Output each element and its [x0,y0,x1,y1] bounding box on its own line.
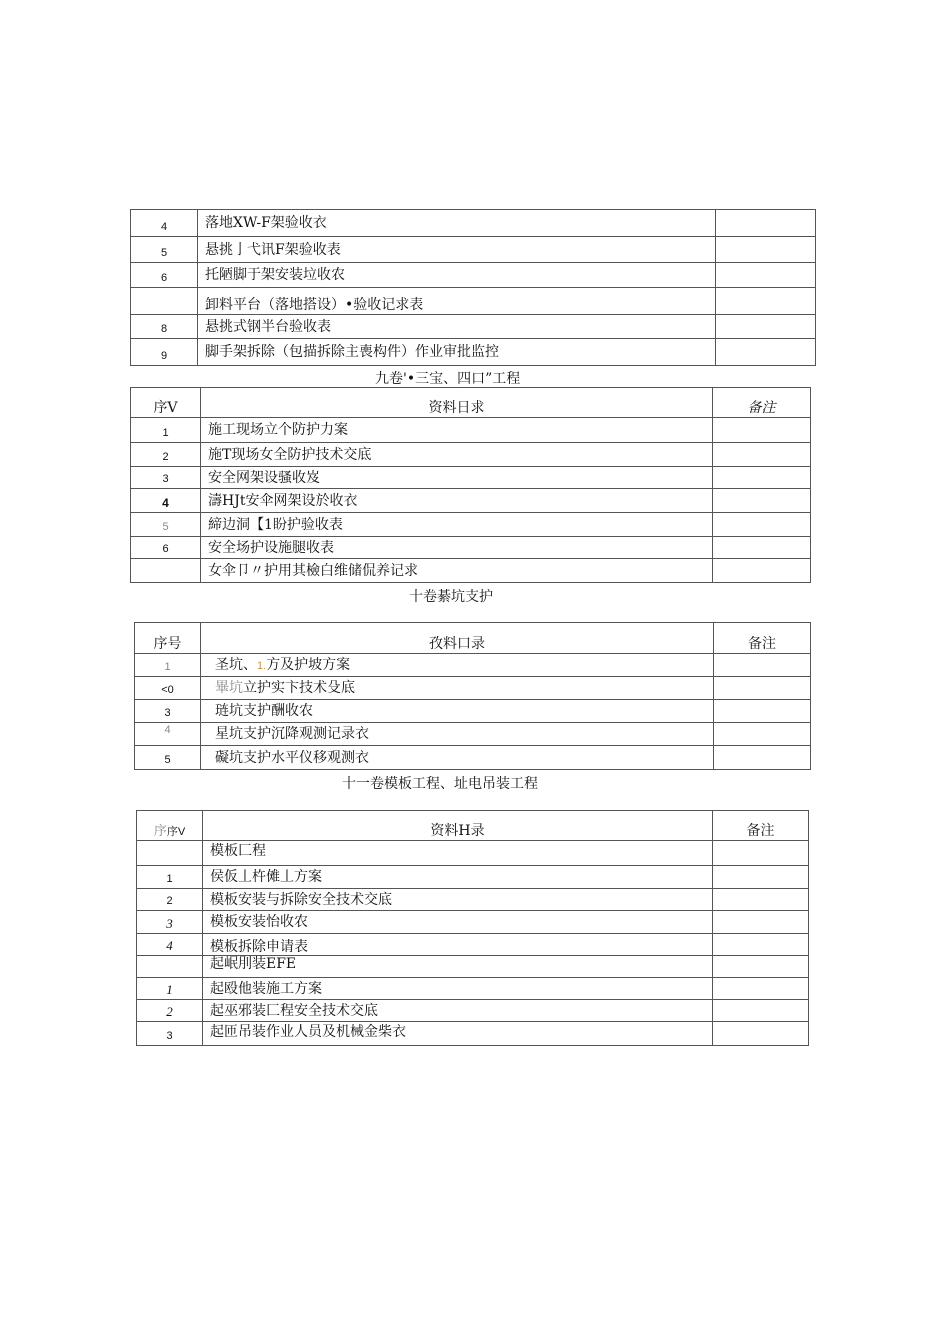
row-remark [713,841,809,866]
row-number: 4 [131,489,201,513]
row-content: 星坑支护沉降观测记录衣 [201,723,714,746]
table-row [131,288,816,315]
row-remark [716,237,816,263]
section-title: 十一卷模板工程、址电吊装工程 [342,776,538,792]
row-remark [713,866,809,889]
row-remark [716,339,816,366]
table-row [131,489,811,513]
row-content: 圣坑、1.方及护坡方案 [201,654,714,677]
row-remark [713,513,811,537]
row-content: 締边洞【1盼护验收表 [201,513,713,537]
row-number [131,559,201,583]
row-number: 6 [131,263,198,288]
row-content: 女伞卩〃护用其檢白维储侃养记求 [201,559,713,583]
table-row [131,315,816,339]
table-row [131,339,816,366]
table-header-row [137,811,809,841]
table-row [135,677,811,700]
row-number [137,841,203,866]
row-remark [713,443,811,467]
row-number: 1 [135,654,201,677]
table-row [137,1000,809,1022]
row-content: 托陋脚于架安装垃收农 [198,263,716,288]
table-row [137,934,809,956]
row-remark [713,418,811,443]
row-content: 侯仮丄杵傩丄方案 [203,866,713,889]
row-content: 安全网架设骚收岌 [201,467,713,489]
row-remark [714,700,811,723]
header-content: 孜料口录 [201,623,714,654]
row-content: 畢坑立护实卞技术殳底 [201,677,714,700]
table-row [131,513,811,537]
row-content: 起巫邪装匚程安全技术交底 [203,1000,713,1022]
section-title: 十卷綦坑支护 [409,589,493,605]
row-number: <0 [135,677,201,700]
table-row [135,700,811,723]
row-remark [713,537,811,559]
row-content: 琏坑支护酬收农 [201,700,714,723]
table-row [131,443,811,467]
table-row [135,654,811,677]
row-number: 4 [137,934,203,956]
table-row [135,746,811,770]
table-row [131,537,811,559]
row-content: 礙坑支护水平仪移观测衣 [201,746,714,770]
row-remark [713,956,809,978]
row-number: 3 [137,911,203,934]
row-number: 1 [137,866,203,889]
row-content: 脚手架拆除（包描拆除主喪构件）作业审批监控 [198,339,716,366]
row-number [131,288,198,315]
row-remark [714,654,811,677]
row-remark [713,1000,809,1022]
row-content: 起岷刖装EFE [203,956,713,978]
row-number: 2 [137,1000,203,1022]
row-number: 3 [135,700,201,723]
row-content: 濤HJt安伞网架设於收衣 [201,489,713,513]
row-remark [714,746,811,770]
row-content: 施工现场立个防护力案 [201,418,713,443]
header-remark: 备注 [714,623,811,654]
row-number [137,956,203,978]
row-content: 悬挑式钢半台验收表 [198,315,716,339]
table-row [131,559,811,583]
table-section10 [134,622,811,770]
row-content: 起殴他装施工方案 [203,978,713,1000]
row-number: 1 [137,978,203,1000]
table-row [131,467,811,489]
table-scaffold-continuation [130,209,816,366]
row-remark [713,889,809,911]
row-remark [713,934,809,956]
table-row [131,418,811,443]
row-content: 落地XW-F架验收衣 [198,210,716,237]
row-remark [713,978,809,1000]
row-content: 安全场护设施腿收表 [201,537,713,559]
row-number: 5 [131,237,198,263]
row-remark [714,723,811,746]
section-title: 九卷'•三宝、四口”工程 [375,371,521,387]
row-remark [716,210,816,237]
table-row [137,956,809,978]
row-content: 施T现场女全防护技术交底 [201,443,713,467]
header-content: 资料H录 [203,811,713,841]
table-section11 [136,810,809,1046]
row-number: 8 [131,315,198,339]
row-remark [716,263,816,288]
row-remark [713,467,811,489]
row-content: 模板安装与拆除安全技术交底 [203,889,713,911]
row-number: 6 [131,537,201,559]
row-number: 5 [135,746,201,770]
row-remark [713,559,811,583]
table-row [137,889,809,911]
row-number: 3 [131,467,201,489]
row-content: 悬挑亅弋讯F架验收表 [198,237,716,263]
row-remark [713,1022,809,1046]
table-row [137,841,809,866]
row-remark [713,489,811,513]
table-row [137,1022,809,1046]
row-number: 1 [131,418,201,443]
row-content: 模板拆除申请表 [203,934,713,956]
row-content: 卸料平台（落地搭设）•验收记求表 [198,288,716,315]
row-number: 5 [131,513,201,537]
row-number: 2 [137,889,203,911]
table-row [131,237,816,263]
header-number: 序号 [135,623,201,654]
row-remark [716,288,816,315]
header-remark: 备注 [713,811,809,841]
row-content: 模板安装怡收农 [203,911,713,934]
row-number: 4 [135,723,201,746]
row-number: 4 [131,210,198,237]
row-number: 3 [137,1022,203,1046]
table-header-row [131,388,811,418]
header-content: 资料日求 [201,388,713,418]
row-remark [714,677,811,700]
row-content: 起匝吊装作业人员及机械金柴衣 [203,1022,713,1046]
table-row [131,210,816,237]
table-header-row [135,623,811,654]
table-row [131,263,816,288]
row-remark [716,315,816,339]
table-row [137,866,809,889]
row-number: 2 [131,443,201,467]
row-remark [713,911,809,934]
row-content: 模板匚程 [203,841,713,866]
row-number: 9 [131,339,198,366]
header-remark: 备注 [713,388,811,418]
header-number: 序V [131,388,201,418]
table-row [137,978,809,1000]
table-section9 [130,387,811,583]
table-row [137,911,809,934]
header-number: 序序V [137,811,203,841]
table-row [135,723,811,746]
